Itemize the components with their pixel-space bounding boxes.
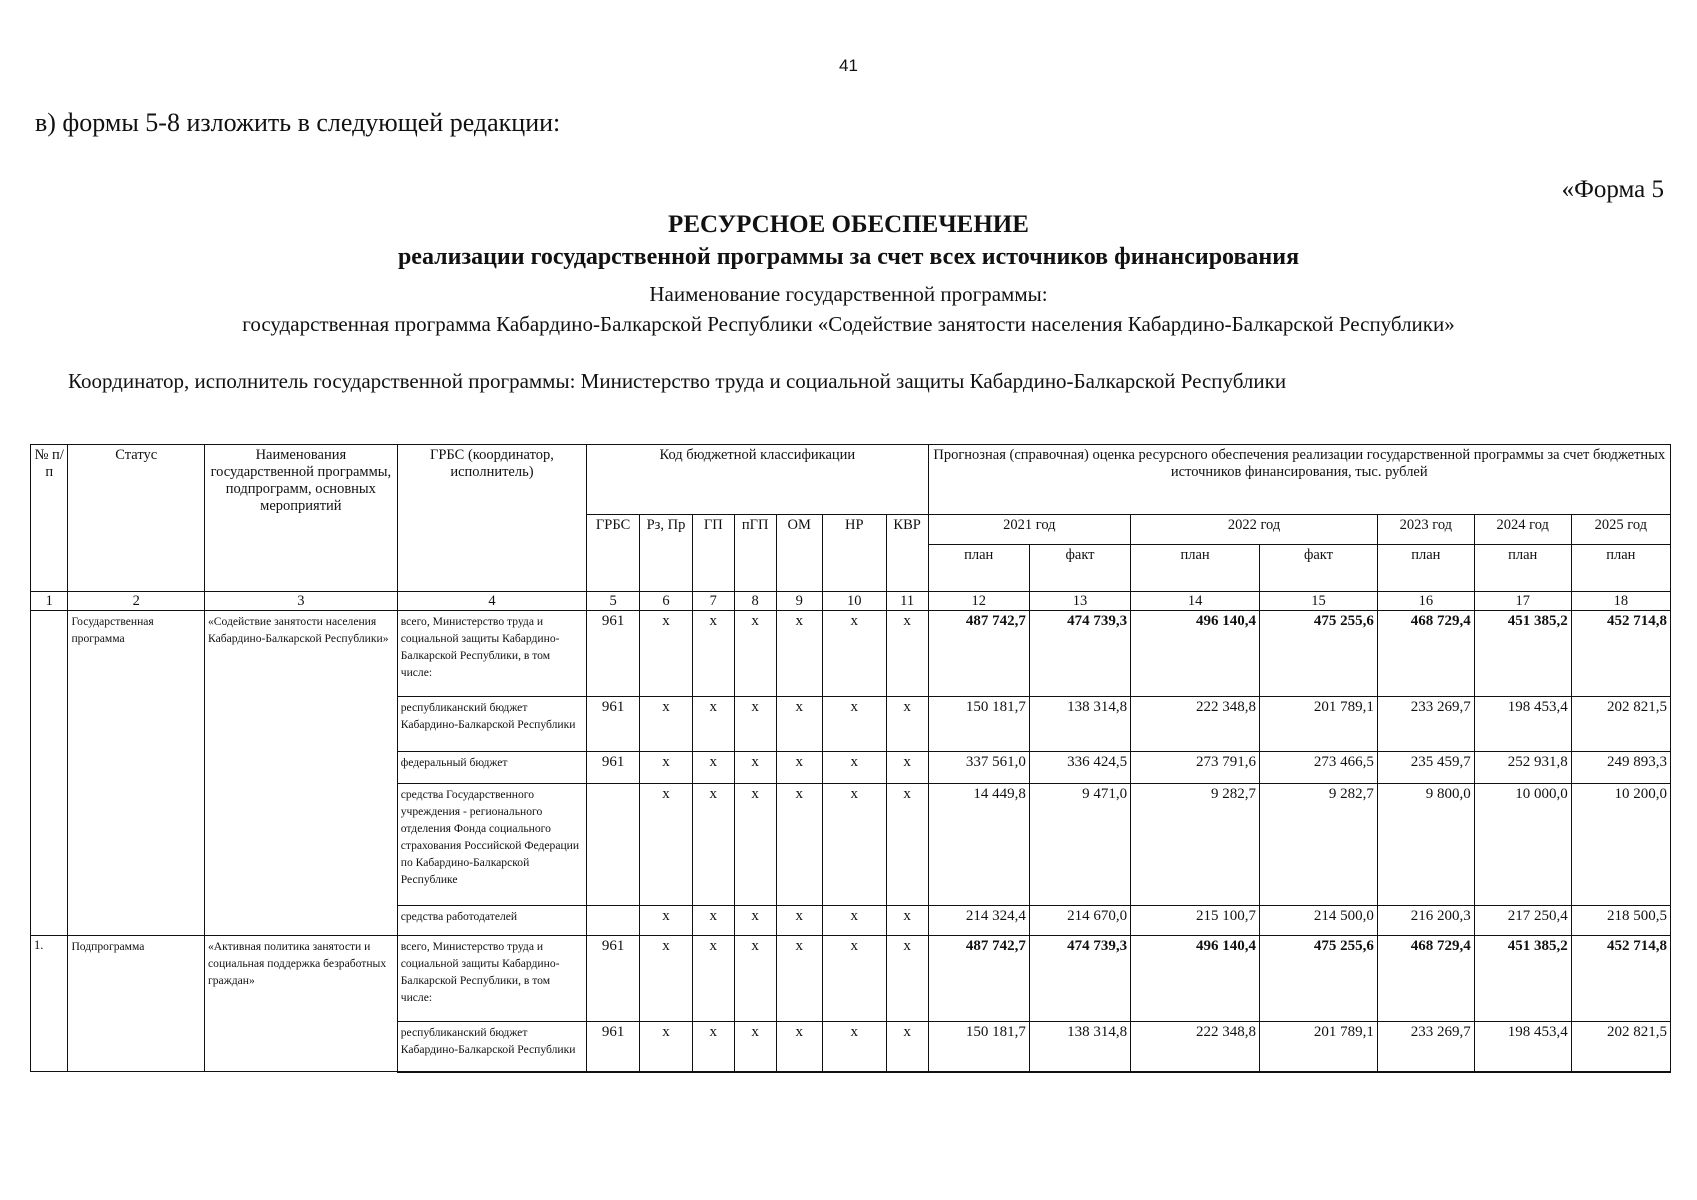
row-value-cell: 218 500,5 — [1571, 906, 1670, 936]
row-funding-source: средства Государственного учреждения - регионального отделения Фонда социального страхования Российской Федерации по Кабардино-Балкарской Республике — [397, 784, 586, 906]
row-value-cell: 9 471,0 — [1029, 784, 1130, 906]
row-funding-source: всего, Министерство труда и социальной защиты Кабардино-Балкарской Республики, в том числе: — [397, 936, 586, 1022]
header-kbk-kvr: КВР — [886, 515, 928, 592]
header-year-2021: 2021 год — [928, 515, 1131, 545]
coordinator-line: Координатор, исполнитель государственной программы: Министерство труда и социальной защиты Кабардино-Балкарской Республики — [68, 369, 1287, 393]
table-row — [31, 936, 1671, 1022]
row-value-cell: 451 385,2 — [1474, 611, 1571, 697]
resource-table — [30, 444, 1671, 1073]
header-plan-2024: план — [1474, 545, 1571, 592]
row-value-cell: 474 739,3 — [1029, 936, 1130, 1022]
row-number — [31, 611, 68, 936]
row-grbs-code: 961 — [587, 752, 640, 784]
row-value-cell: 233 269,7 — [1377, 697, 1474, 752]
row-code-cell: х — [776, 611, 822, 697]
column-index-cell: 6 — [640, 592, 693, 611]
column-index-cell: 7 — [692, 592, 734, 611]
header-grbs: ГРБС (координатор, исполнитель) — [397, 445, 586, 592]
column-index-cell: 2 — [68, 592, 205, 611]
row-value-cell: 233 269,7 — [1377, 1022, 1474, 1072]
header-plan-2023: план — [1377, 545, 1474, 592]
page-number: 41 — [839, 56, 858, 75]
row-funding-source: республиканский бюджет Кабардино-Балкарской Республики — [397, 697, 586, 752]
header-fact-2022: факт — [1260, 545, 1378, 592]
header-year-2023: 2023 год — [1377, 515, 1474, 545]
row-value-cell: 222 348,8 — [1131, 697, 1260, 752]
header-plan-2025: план — [1571, 545, 1670, 592]
row-value-cell: 475 255,6 — [1260, 936, 1378, 1022]
row-code-cell: х — [640, 906, 693, 936]
program-label: Наименование государственной программы: — [649, 282, 1048, 306]
row-value-cell: 468 729,4 — [1377, 611, 1474, 697]
header-kbk-nr: НР — [822, 515, 886, 592]
header-kbk-rzpr: Рз, Пр — [640, 515, 693, 592]
document-title: РЕСУРСНОЕ ОБЕСПЕЧЕНИЕ — [668, 211, 1029, 238]
row-value-cell: 252 931,8 — [1474, 752, 1571, 784]
row-code-cell: х — [776, 697, 822, 752]
row-code-cell: х — [734, 697, 776, 752]
row-code-cell: х — [640, 1022, 693, 1072]
column-index-cell: 14 — [1131, 592, 1260, 611]
header-year-2022: 2022 год — [1131, 515, 1378, 545]
row-code-cell: х — [822, 611, 886, 697]
row-value-cell: 452 714,8 — [1571, 936, 1670, 1022]
column-index-cell: 12 — [928, 592, 1029, 611]
row-value-cell: 474 739,3 — [1029, 611, 1130, 697]
row-value-cell: 201 789,1 — [1260, 1022, 1378, 1072]
row-code-cell: х — [776, 936, 822, 1022]
intro-text: в) формы 5-8 изложить в следующей редакции: — [35, 108, 561, 137]
header-names: Наименования государственной программы, подпрограмм, основных мероприятий — [205, 445, 398, 592]
row-code-cell: х — [640, 611, 693, 697]
column-index-cell: 11 — [886, 592, 928, 611]
row-code-cell: х — [640, 784, 693, 906]
column-index-row — [31, 592, 1671, 611]
header-kbk-gp: ГП — [692, 515, 734, 592]
row-funding-source: федеральный бюджет — [397, 752, 586, 784]
row-code-cell: х — [822, 752, 886, 784]
row-code-cell: х — [822, 906, 886, 936]
row-value-cell: 138 314,8 — [1029, 697, 1130, 752]
row-code-cell: х — [886, 906, 928, 936]
row-value-cell: 214 670,0 — [1029, 906, 1130, 936]
row-grbs-code: 961 — [587, 697, 640, 752]
row-code-cell: х — [640, 697, 693, 752]
row-funding-source: средства работодателей — [397, 906, 586, 936]
row-value-cell: 201 789,1 — [1260, 697, 1378, 752]
column-index-cell: 16 — [1377, 592, 1474, 611]
row-value-cell: 198 453,4 — [1474, 1022, 1571, 1072]
column-index-cell: 17 — [1474, 592, 1571, 611]
row-value-cell: 10 200,0 — [1571, 784, 1670, 906]
row-code-cell: х — [692, 697, 734, 752]
row-code-cell: х — [886, 936, 928, 1022]
row-code-cell: х — [776, 784, 822, 906]
header-kbk: Код бюджетной классификации — [587, 445, 928, 515]
row-funding-source: всего, Министерство труда и социальной защиты Кабардино-Балкарской Республики, в том числе: — [397, 611, 586, 697]
header-kbk-pgp: пГП — [734, 515, 776, 592]
row-code-cell: х — [776, 1022, 822, 1072]
row-code-cell: х — [886, 784, 928, 906]
row-code-cell: х — [822, 936, 886, 1022]
row-value-cell: 487 742,7 — [928, 936, 1029, 1022]
row-grbs-code: 961 — [587, 936, 640, 1022]
row-code-cell: х — [692, 611, 734, 697]
row-value-cell: 9 800,0 — [1377, 784, 1474, 906]
row-value-cell: 150 181,7 — [928, 697, 1029, 752]
row-value-cell: 215 100,7 — [1131, 906, 1260, 936]
row-grbs-code: 961 — [587, 1022, 640, 1072]
row-program-name: «Активная политика занятости и социальная поддержка безработных граждан» — [205, 936, 398, 1072]
header-num: № п/п — [31, 445, 68, 592]
row-code-cell: х — [734, 611, 776, 697]
row-value-cell: 451 385,2 — [1474, 936, 1571, 1022]
row-code-cell: х — [734, 906, 776, 936]
column-index-cell: 4 — [397, 592, 586, 611]
row-value-cell: 9 282,7 — [1260, 784, 1378, 906]
row-grbs-code — [587, 784, 640, 906]
row-value-cell: 216 200,3 — [1377, 906, 1474, 936]
row-value-cell: 217 250,4 — [1474, 906, 1571, 936]
row-code-cell: х — [886, 697, 928, 752]
column-index-cell: 5 — [587, 592, 640, 611]
row-code-cell: х — [822, 784, 886, 906]
row-value-cell: 14 449,8 — [928, 784, 1029, 906]
row-code-cell: х — [692, 936, 734, 1022]
row-code-cell: х — [692, 1022, 734, 1072]
row-code-cell: х — [822, 1022, 886, 1072]
header-plan-2022: план — [1131, 545, 1260, 592]
row-value-cell: 10 000,0 — [1474, 784, 1571, 906]
row-value-cell: 9 282,7 — [1131, 784, 1260, 906]
row-code-cell: х — [734, 752, 776, 784]
row-code-cell: х — [692, 784, 734, 906]
row-code-cell: х — [734, 1022, 776, 1072]
row-code-cell: х — [822, 697, 886, 752]
row-value-cell: 222 348,8 — [1131, 1022, 1260, 1072]
row-value-cell: 468 729,4 — [1377, 936, 1474, 1022]
row-code-cell: х — [640, 936, 693, 1022]
row-value-cell: 138 314,8 — [1029, 1022, 1130, 1072]
program-name: государственная программа Кабардино-Балкарской Республики «Содействие занятости населения Кабардино-Балкарской Республики» — [242, 312, 1455, 336]
row-value-cell: 496 140,4 — [1131, 936, 1260, 1022]
row-code-cell: х — [886, 752, 928, 784]
row-code-cell: х — [734, 936, 776, 1022]
row-value-cell: 273 791,6 — [1131, 752, 1260, 784]
document-subtitle: реализации государственной программы за счет всех источников финансирования — [397, 244, 1300, 270]
column-index-cell: 1 — [31, 592, 68, 611]
column-index-cell: 18 — [1571, 592, 1670, 611]
row-value-cell: 198 453,4 — [1474, 697, 1571, 752]
column-index-cell: 3 — [205, 592, 398, 611]
row-funding-source: республиканский бюджет Кабардино-Балкарской Республики — [397, 1022, 586, 1072]
header-fact-2021: факт — [1029, 545, 1130, 592]
column-index-cell: 13 — [1029, 592, 1130, 611]
row-value-cell: 273 466,5 — [1260, 752, 1378, 784]
header-kbk-om: ОМ — [776, 515, 822, 592]
row-grbs-code — [587, 906, 640, 936]
column-index-cell: 15 — [1260, 592, 1378, 611]
row-value-cell: 452 714,8 — [1571, 611, 1670, 697]
row-status: Государственная программа — [68, 611, 205, 936]
column-index-cell: 9 — [776, 592, 822, 611]
row-code-cell: х — [734, 784, 776, 906]
row-code-cell: х — [640, 752, 693, 784]
header-year-2024: 2024 год — [1474, 515, 1571, 545]
row-code-cell: х — [776, 752, 822, 784]
row-code-cell: х — [886, 1022, 928, 1072]
row-code-cell: х — [692, 752, 734, 784]
header-plan-2021: план — [928, 545, 1029, 592]
row-value-cell: 214 324,4 — [928, 906, 1029, 936]
row-value-cell: 475 255,6 — [1260, 611, 1378, 697]
row-number: 1. — [31, 936, 68, 1072]
row-value-cell: 150 181,7 — [928, 1022, 1029, 1072]
row-value-cell: 249 893,3 — [1571, 752, 1670, 784]
header-status: Статус — [68, 445, 205, 592]
form-label: «Форма 5 — [1561, 176, 1664, 203]
row-code-cell: х — [692, 906, 734, 936]
row-grbs-code: 961 — [587, 611, 640, 697]
row-code-cell: х — [776, 906, 822, 936]
row-program-name: «Содействие занятости населения Кабардино-Балкарской Республики» — [205, 611, 398, 936]
table-row — [31, 611, 1671, 697]
row-value-cell: 214 500,0 — [1260, 906, 1378, 936]
row-status: Подпрограмма — [68, 936, 205, 1072]
row-code-cell: х — [886, 611, 928, 697]
header-year-2025: 2025 год — [1571, 515, 1670, 545]
row-value-cell: 337 561,0 — [928, 752, 1029, 784]
header-kbk-grbs: ГРБС — [587, 515, 640, 592]
row-value-cell: 496 140,4 — [1131, 611, 1260, 697]
row-value-cell: 202 821,5 — [1571, 697, 1670, 752]
row-value-cell: 487 742,7 — [928, 611, 1029, 697]
row-value-cell: 235 459,7 — [1377, 752, 1474, 784]
column-index-cell: 10 — [822, 592, 886, 611]
column-index-cell: 8 — [734, 592, 776, 611]
header-forecast: Прогнозная (справочная) оценка ресурсного обеспечения реализации государственной программы за счет бюджетных источников финансирования, тыс. рублей — [928, 445, 1670, 515]
row-value-cell: 202 821,5 — [1571, 1022, 1670, 1072]
row-value-cell: 336 424,5 — [1029, 752, 1130, 784]
